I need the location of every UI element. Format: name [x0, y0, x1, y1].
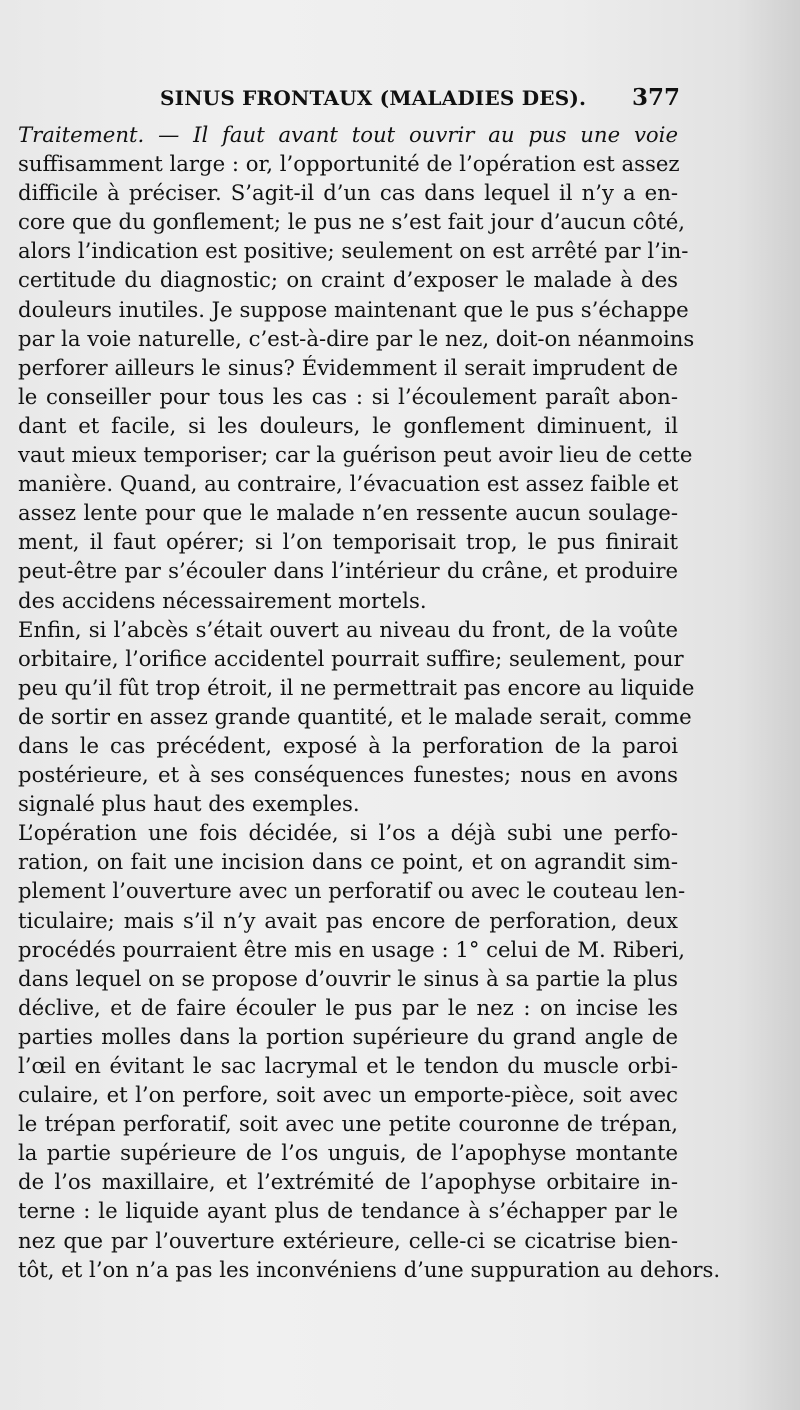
text-line: ment, il faut opérer; si l’on temporisait trop, le pus finirait [18, 529, 678, 555]
text-line: tôt, et l’on n’a pas les inconvéniens d’une suppuration au dehors. [18, 1256, 721, 1282]
text-line: de sortir en assez grande quantité, et le malade serait, comme [18, 703, 692, 729]
paragraph-abscess [18, 615, 695, 819]
text-line: nez que par l’ouverture extérieure, celle-ci se cicatrise bien- [18, 1227, 678, 1253]
text-line: manière. Quand, au contraire, l’évacuation est assez faible et [18, 471, 679, 497]
paragraph-operation [18, 818, 721, 1284]
text-line: dans le cas précédent, exposé à la perforation de la paroi [18, 732, 678, 758]
text-line: par la voie naturelle, c’est-à-dire par le nez, doit-on néanmoins [18, 325, 695, 351]
text-line: le conseiller pour tous les cas : si l’écoulement paraît abon- [18, 383, 678, 409]
text-line: difficile à préciser. S’agit-il d’un cas dans lequel il n’y a en- [18, 180, 678, 206]
text-line: ticulaire; mais s’il n’y avait pas encore de perforation, deux [18, 907, 678, 933]
running-head: SINUS FRONTAUX (MALADIES DES). [160, 86, 587, 110]
text-line: déclive, et de faire écouler le pus par le nez : on incise les [18, 994, 678, 1020]
text-line: L’opération une fois décidée, si l’os a déjà subi une perfo- [18, 820, 678, 846]
text-line: l’œil en évitant le sac lacrymal et le tendon du muscle orbi- [18, 1053, 678, 1078]
text-line: Traitement. — Il faut avant tout ouvrir au pus une voie [18, 122, 678, 147]
text-line: des accidens nécessairement mortels. [18, 587, 427, 613]
body-text [18, 120, 721, 1284]
text-line: peu qu’il fût trop étroit, il ne permettrait pas encore au liquide [18, 674, 695, 700]
page-header [160, 78, 680, 114]
text-line: orbitaire, l’orifice accidentel pourrait suffire; seulement, pour [18, 645, 684, 671]
text-line: Enfin, si l’abcès s’était ouvert au niveau du front, de la voûte [18, 616, 678, 642]
text-line: perforer ailleurs le sinus? Évidemment il serait imprudent de [18, 354, 678, 380]
page-number: 377 [631, 84, 680, 111]
text-line: culaire, et l’on perfore, soit avec un emporte-pièce, soit avec [18, 1082, 678, 1108]
text-line: douleurs inutiles. Je suppose maintenant que le pus s’échappe [18, 296, 689, 322]
text-line: dant et facile, si les douleurs, le gonflement diminuent, il [18, 412, 678, 438]
paragraph-treatment [18, 120, 695, 615]
text-line: certitude du diagnostic; on craint d’exposer le malade à des [18, 267, 678, 293]
text-line: peut-être par s’écouler dans l’intérieur du crâne, et produire [18, 558, 678, 584]
text-line: terne : le liquide ayant plus de tendance à s’échapper par le [18, 1198, 678, 1224]
text-line: plement l’ouverture avec un perforatif ou avec le couteau len- [18, 878, 686, 904]
text-line: postérieure, et à ses conséquences funestes; nous en avons [18, 762, 678, 788]
text-line: suffisamment large : or, l’opportunité de l’opération est assez [18, 151, 680, 177]
text-line: la partie supérieure de l’os unguis, de l’apophyse montante [18, 1140, 678, 1166]
text-line: core que du gonflement; le pus ne s’est fait jour d’aucun côté, [18, 209, 686, 235]
text-line: signalé plus haut des exemples. [18, 791, 360, 817]
text-line: vaut mieux temporiser; car la guérison peut avoir lieu de cette [18, 442, 693, 468]
text-line: alors l’indication est positive; seulement on est arrêté par l’in- [18, 238, 689, 264]
text-line: le trépan perforatif, soit avec une petite couronne de trépan, [18, 1111, 678, 1137]
text-line: assez lente pour que le malade n’en ressente aucun soulage- [18, 500, 678, 526]
text-line: ration, on fait une incision dans ce point, et on agrandit sim- [18, 849, 678, 875]
text-line: procédés pourraient être mis en usage : 1° celui de M. Riberi, [18, 936, 685, 962]
text-line: parties molles dans la portion supérieure du grand angle de [18, 1023, 678, 1049]
text-line: de l’os maxillaire, et l’extrémité de l’apophyse orbitaire in- [18, 1169, 678, 1195]
text-line: dans lequel on se propose d’ouvrir le sinus à sa partie la plus [18, 965, 678, 991]
